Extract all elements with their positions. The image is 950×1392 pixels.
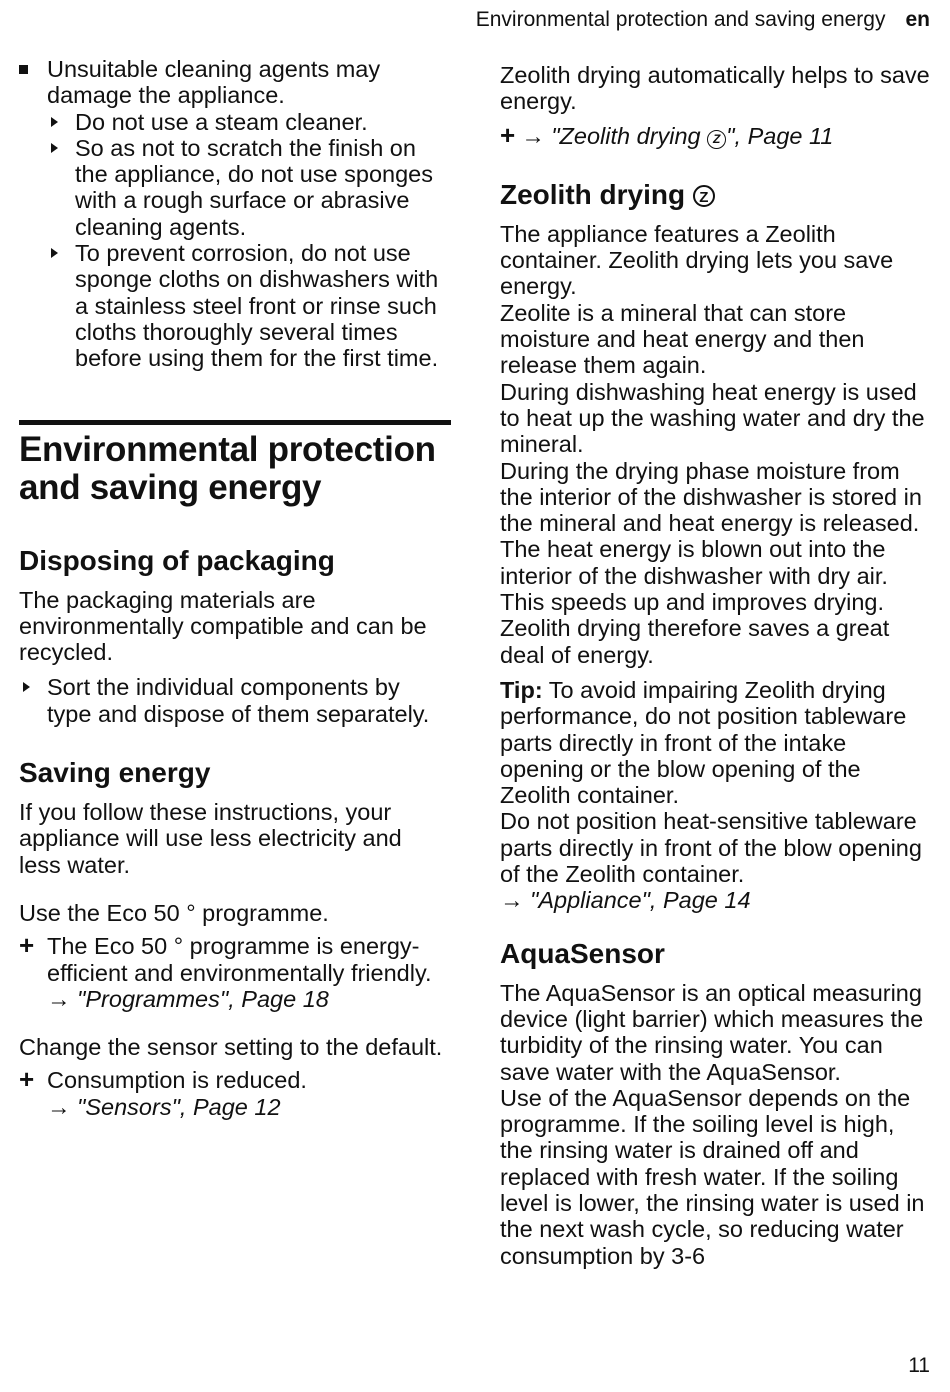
result-text: The Eco 50 ° programme is energy-efficient and environmentally friendly. <box>47 933 432 986</box>
section-rule <box>19 420 451 425</box>
paragraph: Zeolite is a mineral that can store moisture and heat energy and then release them again. <box>500 299 865 379</box>
bullet-text: Sort the individual components by type and dispose of them separately. <box>47 674 430 727</box>
sub-bullet-item <box>19 109 449 135</box>
sub-bullet-text: To prevent corrosion, do not use sponge cloths on dishwashers with a stainless steel front or rinse such cloths thoroughly several times before using them for the first time. <box>75 240 439 372</box>
heading-saving-energy: Saving energy <box>19 757 211 789</box>
sub-bullet-item <box>19 135 449 240</box>
square-bullet-icon <box>19 65 28 74</box>
bullet-text: Unsuitable cleaning agents may damage the appliance. <box>47 56 381 109</box>
tip-label: Tip: <box>500 676 543 703</box>
triangle-bullet-icon <box>51 248 58 258</box>
arrow-right-icon: → <box>500 887 531 914</box>
paragraph: During the drying phase moisture from the interior of the dishwasher is stored in the mineral and heat energy is released. The heat energy is blown out into the interior of the dishwasher with dry air. This speeds up and improves drying. <box>500 457 922 616</box>
arrow-right-icon: → <box>521 122 552 149</box>
paragraph: The packaging materials are environmentally compatible and can be recycled. <box>19 586 427 666</box>
plus-icon: + <box>19 930 35 961</box>
triangle-bullet-icon <box>23 682 30 692</box>
zeolith-icon: Z <box>707 130 726 149</box>
header-title: Environmental protection and saving energy <box>475 8 886 31</box>
cross-reference-text: "Zeolith drying <box>551 122 708 149</box>
bullet-item <box>19 674 449 727</box>
heading-zeolith-drying <box>500 179 932 211</box>
paragraph: Change the sensor setting to the default. <box>19 1034 443 1061</box>
tip-text: To avoid impairing Zeolith drying performance, do not position tableware parts directly in front of the intake opening or the blow opening of the Zeolith container. <box>500 676 907 809</box>
cross-reference-text: "Programmes", Page 18 <box>77 985 329 1012</box>
result-item <box>500 119 932 150</box>
paragraph: Zeolith drying therefore saves a great deal of energy. <box>500 615 890 668</box>
zeolith-icon: Z <box>693 185 715 207</box>
arrow-right-icon: → <box>47 985 78 1012</box>
cross-reference-text: ", Page 11 <box>726 122 834 149</box>
heading-aquasensor: AquaSensor <box>500 937 665 969</box>
left-column <box>19 56 449 1120</box>
paragraph: The appliance features a Zeolith container. Zeolith drying lets you save energy. <box>500 220 894 300</box>
paragraph: The AquaSensor is an optical measuring device (light barrier) which measures the turbidity of the rinsing water. You can save water with the AquaSensor. <box>500 979 924 1085</box>
paragraph: If you follow these instructions, your appliance will use less electricity and less water. <box>19 799 402 878</box>
right-column <box>500 62 932 1269</box>
cross-reference[interactable] <box>500 887 932 913</box>
sub-bullet-text: So as not to scratch the finish on the appliance, do not use sponges with a rough surface or abrasive cleaning agents. <box>75 134 433 240</box>
cross-reference-text: "Appliance", Page 14 <box>530 887 751 914</box>
chapter-title-line2: and saving energy <box>19 467 322 507</box>
triangle-bullet-icon <box>51 117 58 127</box>
arrow-right-icon: → <box>47 1093 78 1120</box>
result-text: Consumption is reduced. <box>47 1067 307 1094</box>
language-code: en <box>905 8 930 31</box>
running-header <box>476 8 930 32</box>
paragraph: Do not position heat-sensitive tableware parts directly in front of the blow opening of the Zeolith container. <box>500 808 922 888</box>
paragraph: Zeolith drying automatically helps to save energy. <box>500 62 930 115</box>
heading-disposing-packaging: Disposing of packaging <box>19 544 335 576</box>
plus-icon: + <box>19 1064 35 1095</box>
plus-icon: + <box>500 119 516 150</box>
cross-reference[interactable] <box>47 986 449 1012</box>
paragraph: Use of the AquaSensor depends on the programme. If the soiling level is high, the rinsing water is drained off and replaced with fresh water. If the soiling level is lower, the rinsing water is used in the next wash cycle, so reducing water consumption by 3-6 <box>500 1084 925 1269</box>
cross-reference-text: "Sensors", Page 12 <box>77 1093 281 1120</box>
tip-paragraph <box>500 677 932 808</box>
paragraph: Use the Eco 50 ° programme. <box>19 899 329 926</box>
chapter-title-line1: Environmental protection <box>19 429 436 469</box>
sub-bullet-item <box>19 240 449 371</box>
result-item <box>19 930 449 1012</box>
sub-bullet-text: Do not use a steam cleaner. <box>75 108 368 135</box>
heading-text: Zeolith drying <box>500 178 686 210</box>
page-number: 11 <box>908 1354 930 1377</box>
triangle-bullet-icon <box>51 143 58 153</box>
result-item <box>19 1064 449 1120</box>
bullet-item <box>19 56 449 109</box>
cross-reference[interactable] <box>47 1094 449 1120</box>
cross-reference[interactable] <box>500 119 932 150</box>
chapter-title <box>19 431 449 507</box>
paragraph: During dishwashing heat energy is used to heat up the washing water and dry the mineral. <box>500 378 925 458</box>
